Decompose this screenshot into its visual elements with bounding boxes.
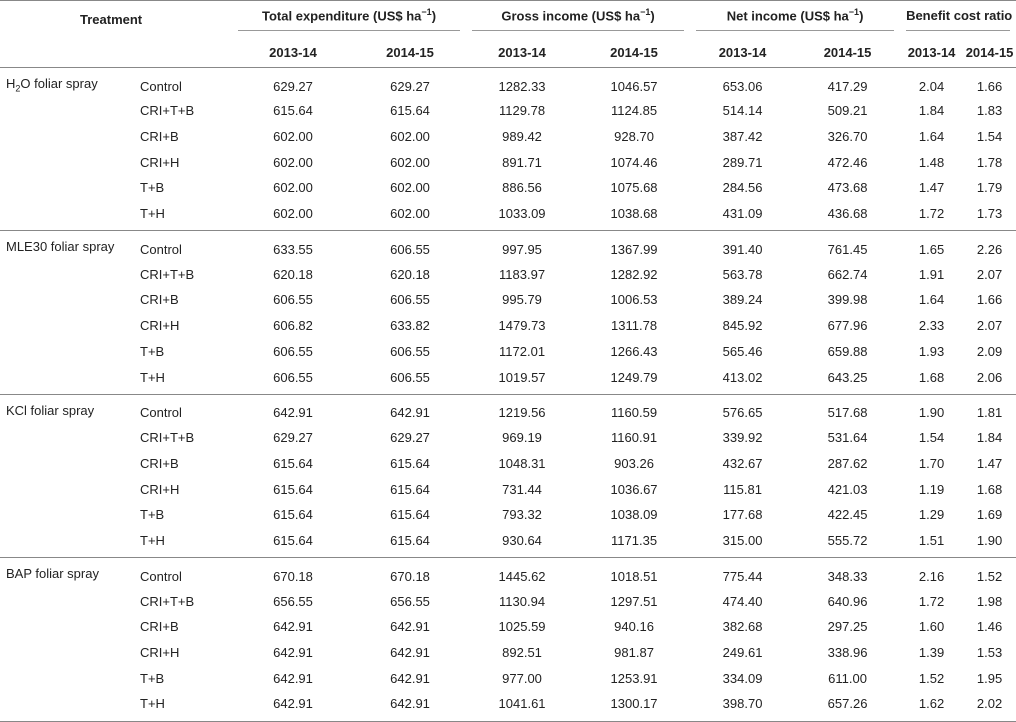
value-cell: 1.39 <box>918 645 945 661</box>
value-cell: 670.18 <box>273 568 313 584</box>
value-cell: 289.71 <box>722 154 763 170</box>
table-row <box>0 201 1016 231</box>
value-cell: 1.73 <box>976 206 1003 222</box>
value-cell: 2.02 <box>976 696 1003 712</box>
value-cell: 642.91 <box>273 645 313 661</box>
value-cell: 1445.62 <box>498 568 546 584</box>
group-label <box>0 339 140 365</box>
group-header-benefit-cost-ratio: Benefit cost ratio <box>900 1 1016 38</box>
value-cell: 930.64 <box>502 532 542 548</box>
value-cell: 1019.57 <box>498 369 546 385</box>
table-row <box>0 231 1016 262</box>
treatment-label: CRI+H <box>140 645 180 661</box>
value-cell: 1124.85 <box>611 103 658 119</box>
value-cell: 1160.91 <box>611 430 658 446</box>
value-cell: 606.55 <box>273 292 313 308</box>
value-cell: 315.00 <box>722 532 763 548</box>
value-cell: 1.66 <box>976 78 1003 94</box>
group-label: $H_2O$ foliar spray <box>6 76 98 94</box>
group-label <box>0 201 140 231</box>
group-header-expenditure: Total expenditure (US$ $ha^{-1}$) <box>232 1 466 38</box>
value-cell: 382.68 <box>722 619 763 635</box>
year-header: 2013-14 <box>498 44 546 60</box>
value-cell: 1.90 <box>976 532 1003 548</box>
value-cell: 629.27 <box>390 430 430 446</box>
group-label <box>0 287 140 313</box>
table-row <box>0 528 1016 558</box>
value-cell: 629.27 <box>390 78 430 94</box>
year-header: 2013-14 <box>269 44 317 60</box>
value-cell: 2.07 <box>976 266 1003 282</box>
value-cell: 642.91 <box>273 405 313 421</box>
value-cell: 1036.67 <box>610 481 658 497</box>
value-cell: 1041.61 <box>498 696 546 712</box>
treatment-label: CRI+H <box>140 481 180 497</box>
table-row <box>0 476 1016 502</box>
value-cell: 1129.78 <box>499 103 546 119</box>
value-cell: 284.56 <box>722 180 763 196</box>
value-cell: 606.55 <box>273 343 313 359</box>
table-row <box>0 451 1016 477</box>
value-cell: 297.25 <box>827 619 868 635</box>
value-cell: 436.68 <box>827 206 868 222</box>
value-cell: 615.64 <box>273 481 313 497</box>
value-cell: 642.91 <box>390 696 430 712</box>
year-header: 2013-14 <box>718 44 767 60</box>
value-cell: 775.44 <box>722 568 763 584</box>
year-header: 2013-14 <box>907 44 956 60</box>
treatment-label: CRI+T+B <box>140 266 195 282</box>
group-label: MLE30 foliar spray <box>6 239 115 255</box>
value-cell: 761.45 <box>827 241 868 257</box>
value-cell: 606.55 <box>390 241 430 257</box>
value-cell: 2.06 <box>976 369 1003 385</box>
table-row <box>0 640 1016 666</box>
value-cell: 1311.78 <box>611 318 658 334</box>
value-cell: 1.62 <box>918 696 945 712</box>
value-cell: 1.93 <box>918 343 945 359</box>
value-cell: 886.56 <box>502 180 542 196</box>
value-cell: 633.55 <box>273 241 313 257</box>
value-cell: 1367.99 <box>610 241 658 257</box>
value-cell: 793.32 <box>502 507 542 523</box>
value-cell: 1297.51 <box>610 593 658 609</box>
value-cell: 602.00 <box>390 129 430 145</box>
value-cell: 1.47 <box>976 455 1003 471</box>
table-row <box>0 339 1016 365</box>
group-label: BAP foliar spray <box>6 566 99 582</box>
value-cell: 1.83 <box>976 103 1003 119</box>
value-cell: 1.64 <box>918 292 945 308</box>
value-cell: 989.42 <box>502 129 542 145</box>
value-cell: 1.52 <box>976 568 1003 584</box>
value-cell: 640.96 <box>827 593 868 609</box>
value-cell: 1.46 <box>976 619 1003 635</box>
value-cell: 1.66 <box>976 292 1003 308</box>
value-cell: 940.16 <box>614 619 654 635</box>
value-cell: 1.53 <box>976 645 1003 661</box>
group-header-gross-income: Gross income (US$ $ha^{-1}$) <box>466 1 690 38</box>
value-cell: 1.54 <box>976 129 1003 145</box>
value-cell: 615.64 <box>273 103 313 119</box>
value-cell: 615.64 <box>273 507 313 523</box>
value-cell: 473.68 <box>827 180 868 196</box>
value-cell: 1.60 <box>918 619 945 635</box>
value-cell: 1.84 <box>918 103 945 119</box>
value-cell: 606.55 <box>390 343 430 359</box>
table-row <box>0 614 1016 640</box>
value-cell: 977.00 <box>502 670 542 686</box>
value-cell: 1.51 <box>918 532 945 548</box>
group-label <box>0 149 140 175</box>
value-cell: 387.42 <box>722 129 763 145</box>
value-cell: 1.91 <box>918 266 945 282</box>
value-cell: 1.48 <box>918 154 945 170</box>
group-label <box>0 313 140 339</box>
value-cell: 1.65 <box>918 241 945 257</box>
value-cell: 1282.33 <box>498 78 546 94</box>
treatment-label: Control <box>140 405 182 421</box>
treatment-label: Control <box>140 78 182 94</box>
year-header: 2014-15 <box>965 44 1014 60</box>
treatment-label: Control <box>140 568 182 584</box>
value-cell: 422.45 <box>827 507 868 523</box>
value-cell: 1.19 <box>918 481 945 497</box>
value-cell: 509.21 <box>827 103 868 119</box>
group-label <box>0 98 140 124</box>
group-header-net-income: Net income (US$ $ha^{-1}$) <box>690 1 900 38</box>
value-cell: 1.98 <box>976 593 1003 609</box>
value-cell: 602.00 <box>273 129 313 145</box>
value-cell: 326.70 <box>827 129 868 145</box>
value-cell: 1.84 <box>976 430 1003 446</box>
value-cell: 1.54 <box>918 430 945 446</box>
treatment-label: CRI+H <box>140 318 180 334</box>
group-label <box>0 261 140 287</box>
value-cell: 1033.09 <box>498 206 546 222</box>
table-row <box>0 149 1016 175</box>
value-cell: 348.33 <box>827 568 868 584</box>
value-cell: 620.18 <box>390 266 430 282</box>
table-row <box>0 558 1016 589</box>
value-cell: 602.00 <box>273 180 313 196</box>
value-cell: 662.74 <box>827 266 868 282</box>
value-cell: 389.24 <box>722 292 763 308</box>
year-header: 2014-15 <box>610 44 658 60</box>
value-cell: 653.06 <box>722 78 763 94</box>
value-cell: 1074.46 <box>610 154 658 170</box>
value-cell: 670.18 <box>390 568 430 584</box>
value-cell: 1.68 <box>976 481 1003 497</box>
value-cell: 432.67 <box>722 455 763 471</box>
group-label <box>0 476 140 502</box>
table-row <box>0 588 1016 614</box>
value-cell: 1025.59 <box>498 619 546 635</box>
value-cell: 995.79 <box>502 292 542 308</box>
group-label <box>0 175 140 201</box>
group-h2o <box>0 68 1016 231</box>
value-cell: 903.26 <box>614 455 654 471</box>
treatment-label: CRI+B <box>140 292 179 308</box>
table-row <box>0 175 1016 201</box>
treatment-label: T+H <box>140 696 165 712</box>
treatment-label: CRI+H <box>140 154 180 170</box>
table-row <box>0 425 1016 451</box>
value-cell: 2.16 <box>918 568 945 584</box>
group-label <box>0 528 140 558</box>
value-cell: 576.65 <box>722 405 763 421</box>
value-cell: 731.44 <box>502 481 542 497</box>
value-cell: 1.64 <box>918 129 945 145</box>
group-label <box>0 588 140 614</box>
value-cell: 334.09 <box>722 670 763 686</box>
value-cell: 620.18 <box>273 266 313 282</box>
value-cell: 421.03 <box>827 481 868 497</box>
table-row <box>0 124 1016 150</box>
group-label <box>0 451 140 477</box>
value-cell: 1.90 <box>918 405 945 421</box>
value-cell: 606.55 <box>390 369 430 385</box>
value-cell: 1.68 <box>918 369 945 385</box>
value-cell: 642.91 <box>390 619 430 635</box>
treatment-label: T+H <box>140 206 165 222</box>
value-cell: 431.09 <box>722 206 763 222</box>
value-cell: 642.91 <box>390 670 430 686</box>
table-row <box>0 287 1016 313</box>
value-cell: 615.64 <box>273 455 313 471</box>
group-label <box>0 665 140 691</box>
value-cell: 2.07 <box>976 318 1003 334</box>
value-cell: 1.52 <box>918 670 945 686</box>
value-cell: 1038.68 <box>610 206 658 222</box>
value-cell: 2.33 <box>918 318 945 334</box>
value-cell: 606.55 <box>390 292 430 308</box>
group-label <box>0 364 140 394</box>
value-cell: 615.64 <box>273 532 313 548</box>
value-cell: 615.64 <box>390 455 430 471</box>
value-cell: 399.98 <box>827 292 868 308</box>
treatment-label: T+B <box>140 507 165 523</box>
value-cell: 1171.35 <box>611 532 658 548</box>
value-cell: 1046.57 <box>610 78 658 94</box>
value-cell: 1253.91 <box>610 670 658 686</box>
treatment-label: T+B <box>140 180 165 196</box>
value-cell: 892.51 <box>502 645 542 661</box>
value-cell: 339.92 <box>722 430 763 446</box>
group-kcl <box>0 394 1016 557</box>
value-cell: 391.40 <box>722 241 763 257</box>
value-cell: 1.47 <box>918 180 945 196</box>
value-cell: 1479.73 <box>498 318 546 334</box>
value-cell: 2.26 <box>976 241 1003 257</box>
value-cell: 287.62 <box>827 455 868 471</box>
group-label <box>0 425 140 451</box>
value-cell: 531.64 <box>827 430 868 446</box>
value-cell: 969.19 <box>502 430 542 446</box>
table-row <box>0 394 1016 425</box>
value-cell: 1.95 <box>976 670 1003 686</box>
value-cell: 417.29 <box>827 78 868 94</box>
value-cell: 1.72 <box>918 593 945 609</box>
value-cell: 633.82 <box>390 318 430 334</box>
value-cell: 615.64 <box>390 103 430 119</box>
value-cell: 928.70 <box>614 129 654 145</box>
value-cell: 642.91 <box>390 405 430 421</box>
value-cell: 1038.09 <box>610 507 658 523</box>
value-cell: 656.55 <box>390 593 430 609</box>
value-cell: 602.00 <box>390 154 430 170</box>
treatment-label: T+H <box>140 532 165 548</box>
value-cell: 1018.51 <box>610 568 658 584</box>
value-cell: 602.00 <box>390 206 430 222</box>
value-cell: 472.46 <box>827 154 868 170</box>
value-cell: 642.91 <box>390 645 430 661</box>
value-cell: 1075.68 <box>610 180 658 196</box>
value-cell: 2.04 <box>918 78 945 94</box>
group-label <box>0 691 140 721</box>
value-cell: 1282.92 <box>610 266 658 282</box>
table-row <box>0 364 1016 394</box>
value-cell: 1172.01 <box>499 343 546 359</box>
group-label: KCl foliar spray <box>6 402 95 418</box>
value-cell: 1219.56 <box>498 405 546 421</box>
value-cell: 602.00 <box>273 154 313 170</box>
value-cell: 1249.79 <box>610 369 658 385</box>
value-cell: 1.78 <box>976 154 1003 170</box>
value-cell: 565.46 <box>722 343 763 359</box>
value-cell: 642.91 <box>273 619 313 635</box>
value-cell: 602.00 <box>273 206 313 222</box>
value-cell: 474.40 <box>722 593 763 609</box>
value-cell: 845.92 <box>722 318 763 334</box>
value-cell: 1.72 <box>918 206 945 222</box>
treatment-label: CRI+B <box>140 619 179 635</box>
treatment-label: T+H <box>140 369 165 385</box>
value-cell: 981.87 <box>614 645 654 661</box>
treatment-label: CRI+B <box>140 455 179 471</box>
treatment-label: Control <box>140 241 182 257</box>
value-cell: 249.61 <box>722 645 763 661</box>
value-cell: 1.79 <box>976 180 1003 196</box>
value-cell: 606.82 <box>273 318 313 334</box>
value-cell: 517.68 <box>827 405 868 421</box>
table-row <box>0 691 1016 721</box>
value-cell: 615.64 <box>390 481 430 497</box>
value-cell: 1048.31 <box>498 455 546 471</box>
value-cell: 1300.17 <box>610 696 658 712</box>
treatment-label: T+B <box>140 343 165 359</box>
value-cell: 177.68 <box>722 507 763 523</box>
table-row <box>0 313 1016 339</box>
value-cell: 615.64 <box>390 532 430 548</box>
treatment-label: CRI+T+B <box>140 103 195 119</box>
group-bap <box>0 558 1016 721</box>
value-cell: 115.81 <box>723 481 762 497</box>
group-mle30 <box>0 231 1016 394</box>
header-row-years <box>0 37 1016 68</box>
value-cell: 2.09 <box>976 343 1003 359</box>
year-header: 2014-15 <box>823 44 872 60</box>
group-label <box>0 124 140 150</box>
value-cell: 677.96 <box>827 318 868 334</box>
treatment-label: CRI+T+B <box>140 593 195 609</box>
value-cell: 1.29 <box>918 507 945 523</box>
value-cell: 642.91 <box>273 670 313 686</box>
group-label <box>0 640 140 666</box>
value-cell: 1130.94 <box>499 593 546 609</box>
treatment-label: T+B <box>140 670 165 686</box>
value-cell: 611.00 <box>828 670 867 686</box>
table-row <box>0 261 1016 287</box>
group-label <box>0 614 140 640</box>
value-cell: 997.95 <box>502 241 542 257</box>
group-label <box>0 502 140 528</box>
value-cell: 338.96 <box>827 645 868 661</box>
year-header: 2014-15 <box>386 44 434 60</box>
value-cell: 1266.43 <box>610 343 658 359</box>
value-cell: 413.02 <box>722 369 763 385</box>
value-cell: 643.25 <box>827 369 868 385</box>
table-row <box>0 98 1016 124</box>
value-cell: 629.27 <box>273 78 313 94</box>
value-cell: 642.91 <box>273 696 313 712</box>
value-cell: 615.64 <box>390 507 430 523</box>
value-cell: 629.27 <box>273 430 313 446</box>
value-cell: 1.81 <box>976 405 1003 421</box>
treatment-label: CRI+T+B <box>140 430 195 446</box>
treatment-label: CRI+B <box>140 129 179 145</box>
value-cell: 398.70 <box>722 696 763 712</box>
treatment-header: Treatment <box>80 11 143 27</box>
value-cell: 602.00 <box>390 180 430 196</box>
value-cell: 657.26 <box>827 696 868 712</box>
value-cell: 659.88 <box>827 343 868 359</box>
value-cell: 656.55 <box>273 593 313 609</box>
value-cell: 514.14 <box>722 103 763 119</box>
table-row <box>0 68 1016 99</box>
value-cell: 1006.53 <box>610 292 658 308</box>
value-cell: 563.78 <box>722 266 763 282</box>
value-cell: 1.69 <box>976 507 1003 523</box>
value-cell: 1183.97 <box>499 266 546 282</box>
table-row <box>0 665 1016 691</box>
header-row-groups <box>0 1 1016 38</box>
value-cell: 1160.59 <box>611 405 658 421</box>
value-cell: 606.55 <box>273 369 313 385</box>
value-cell: 555.72 <box>827 532 868 548</box>
value-cell: 891.71 <box>502 154 542 170</box>
table-row <box>0 502 1016 528</box>
value-cell: 1.70 <box>918 455 945 471</box>
